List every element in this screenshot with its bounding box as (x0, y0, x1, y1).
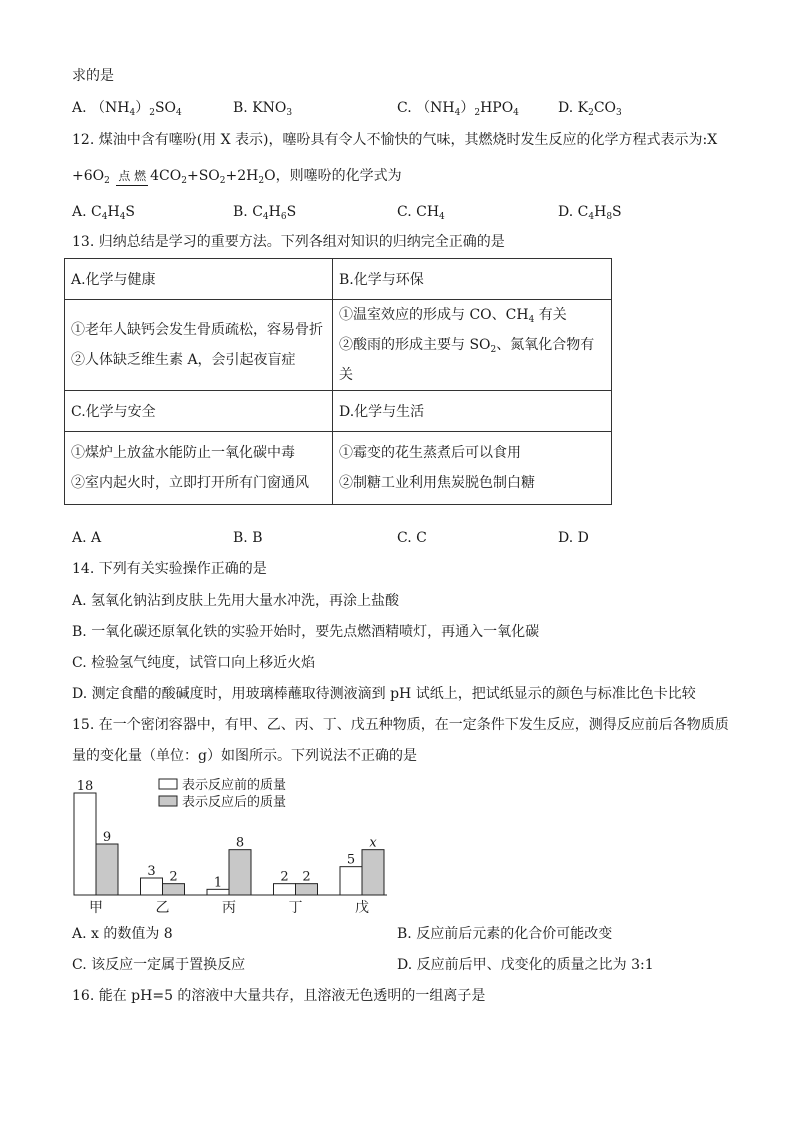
q13-option-a[interactable]: A. A (72, 530, 102, 546)
bar-after-4 (362, 850, 384, 895)
q13-option-d[interactable]: D. D (558, 530, 589, 546)
q11-tail: 求的是 (72, 68, 114, 84)
q12-stem (72, 131, 717, 149)
cell-c-head: C.化学与安全 (65, 391, 333, 432)
category-label-2: 丙 (222, 900, 236, 915)
bar-before-4 (340, 867, 362, 895)
q14-option-a[interactable]: A. 氢氧化钠沾到皮肤上先用大量水冲洗，再涂上盐酸 (72, 593, 400, 609)
q16-text: 能在 pH=5 的溶液中大量共存，且溶液无色透明的一组离子是 (98, 988, 486, 1004)
cell-b-head: B.化学与环保 (333, 259, 612, 300)
q16-number: 16. (72, 988, 95, 1004)
bar-after-3 (296, 884, 318, 895)
cell-b-body: ①温室效应的形成与 CO、$CH_4$ 有关 ②酸雨的形成主要与 $SO_2$、氮氧化合物有关 (333, 300, 612, 391)
q11-option-b[interactable]: B. $KNO_3$ (233, 100, 293, 118)
q14-option-d[interactable]: D. 测定食醋的酸碱度时，用玻璃棒蘸取待测液滴到 pH 试纸上，把试纸显示的颜色与标准比色卡比较 (72, 686, 696, 702)
data-label-before-2: 1 (213, 875, 223, 891)
cell-a-body: ①老年人缺钙会发生骨质疏松，容易骨折 ②人体缺乏维生素 A，会引起夜盲症 (65, 300, 333, 391)
q12-option-b[interactable]: B. $C_4H_6S$ (233, 204, 297, 222)
reaction-condition: 点 燃 (116, 167, 148, 186)
category-label-3: 丁 (288, 900, 303, 915)
legend-label-0: 表示反应前的质量 (182, 778, 287, 793)
q13-number: 13. (72, 234, 95, 250)
q15-option-b[interactable]: B. 反应前后元素的化合价可能改变 (397, 926, 613, 942)
cell-a-head: A.化学与健康 (65, 259, 333, 300)
bar-before-0 (74, 793, 96, 895)
q12-number: 12. (72, 132, 95, 148)
legend-swatch-0 (159, 779, 177, 789)
data-label-before-0: 18 (76, 779, 94, 794)
q13-table (64, 258, 612, 505)
q15-stem-2: 量的变化量（单位：g）如图所示。下列说法不正确的是 (72, 748, 417, 764)
cell-d-head: D.化学与生活 (333, 391, 612, 432)
q13-stem (72, 233, 505, 251)
category-label-4: 戊 (355, 900, 369, 915)
bar-after-0 (96, 844, 118, 895)
q11-option-a[interactable]: A. $(NH_4)_2SO_4$ (72, 100, 182, 118)
data-label-before-1: 3 (147, 864, 156, 879)
bar-after-1 (163, 884, 185, 895)
q12-option-a[interactable]: A. $C_4H_4S$ (72, 204, 136, 222)
q12-option-d[interactable]: D. $C_4H_8S$ (558, 204, 622, 222)
bar-after-2 (229, 850, 251, 895)
q14-option-c[interactable]: C. 检验氢气纯度，试管口向上移近火焰 (72, 655, 316, 671)
bar-chart (62, 775, 392, 915)
bar-before-1 (141, 878, 163, 895)
q15-option-c[interactable]: C. 该反应一定属于置换反应 (72, 957, 246, 973)
q12-text: 煤油中含有噻吩(用 X 表示)，噻吩具有令人不愉快的气味，其燃烧时发生反应的化学方程式表示为:X (98, 132, 718, 148)
q13-text: 归纳总结是学习的重要方法。下列各组对知识的归纳完全正确的是 (98, 234, 505, 250)
q11-option-d[interactable]: D. $K_2CO_3$ (558, 100, 622, 118)
cell-d-body: ①霉变的花生蒸煮后可以食用 ②制糖工业利用焦炭脱色制白糖 (333, 432, 612, 505)
data-label-before-4: 5 (346, 852, 356, 868)
q12-equation: $+6O_2$ 点 燃 $4CO_2+SO_2+2H_2O$，则噻吩的化学式为 (72, 168, 402, 186)
legend-label-1: 表示反应后的质量 (182, 795, 287, 810)
q14-option-b[interactable]: B. 一氧化碳还原氧化铁的实验开始时，要先点燃酒精喷灯，再通入一氧化碳 (72, 624, 540, 640)
q12-option-c[interactable]: C. $CH_4$ (397, 204, 445, 222)
q15-stem (72, 716, 729, 734)
q16-stem (72, 987, 485, 1005)
data-label-after-1: 2 (169, 869, 178, 885)
data-label-after-0: 9 (102, 830, 112, 845)
data-label-after-2: 8 (235, 835, 245, 851)
q15-text: 在一个密闭容器中，有甲、乙、丙、丁、戊五种物质，在一定条件下发生反应，测得反应前后各物质质 (98, 717, 729, 733)
q14-stem (72, 560, 267, 578)
q13-option-c[interactable]: C. C (397, 530, 427, 546)
data-label-after-3: 2 (302, 869, 311, 885)
q11-option-c[interactable]: C. $(NH_4)_2HPO_4$ (397, 100, 519, 118)
q13-option-b[interactable]: B. B (233, 530, 263, 546)
q15-number: 15. (72, 717, 95, 733)
bar-before-3 (274, 884, 296, 895)
q15-option-d[interactable]: D. 反应前后甲、戊变化的质量之比为 3:1 (397, 957, 654, 973)
q15-option-a[interactable]: A. x 的数值为 8 (72, 926, 173, 942)
q14-number: 14. (72, 561, 95, 577)
category-label-0: 甲 (89, 900, 103, 915)
legend-swatch-1 (159, 796, 177, 806)
q14-text: 下列有关实验操作正确的是 (98, 561, 267, 577)
data-label-before-3: 2 (280, 869, 289, 885)
cell-c-body: ①煤炉上放盆水能防止一氧化碳中毒 ②室内起火时，立即打开所有门窗通风 (65, 432, 333, 505)
category-label-1: 乙 (155, 900, 170, 915)
data-label-after-4: x (369, 835, 377, 851)
